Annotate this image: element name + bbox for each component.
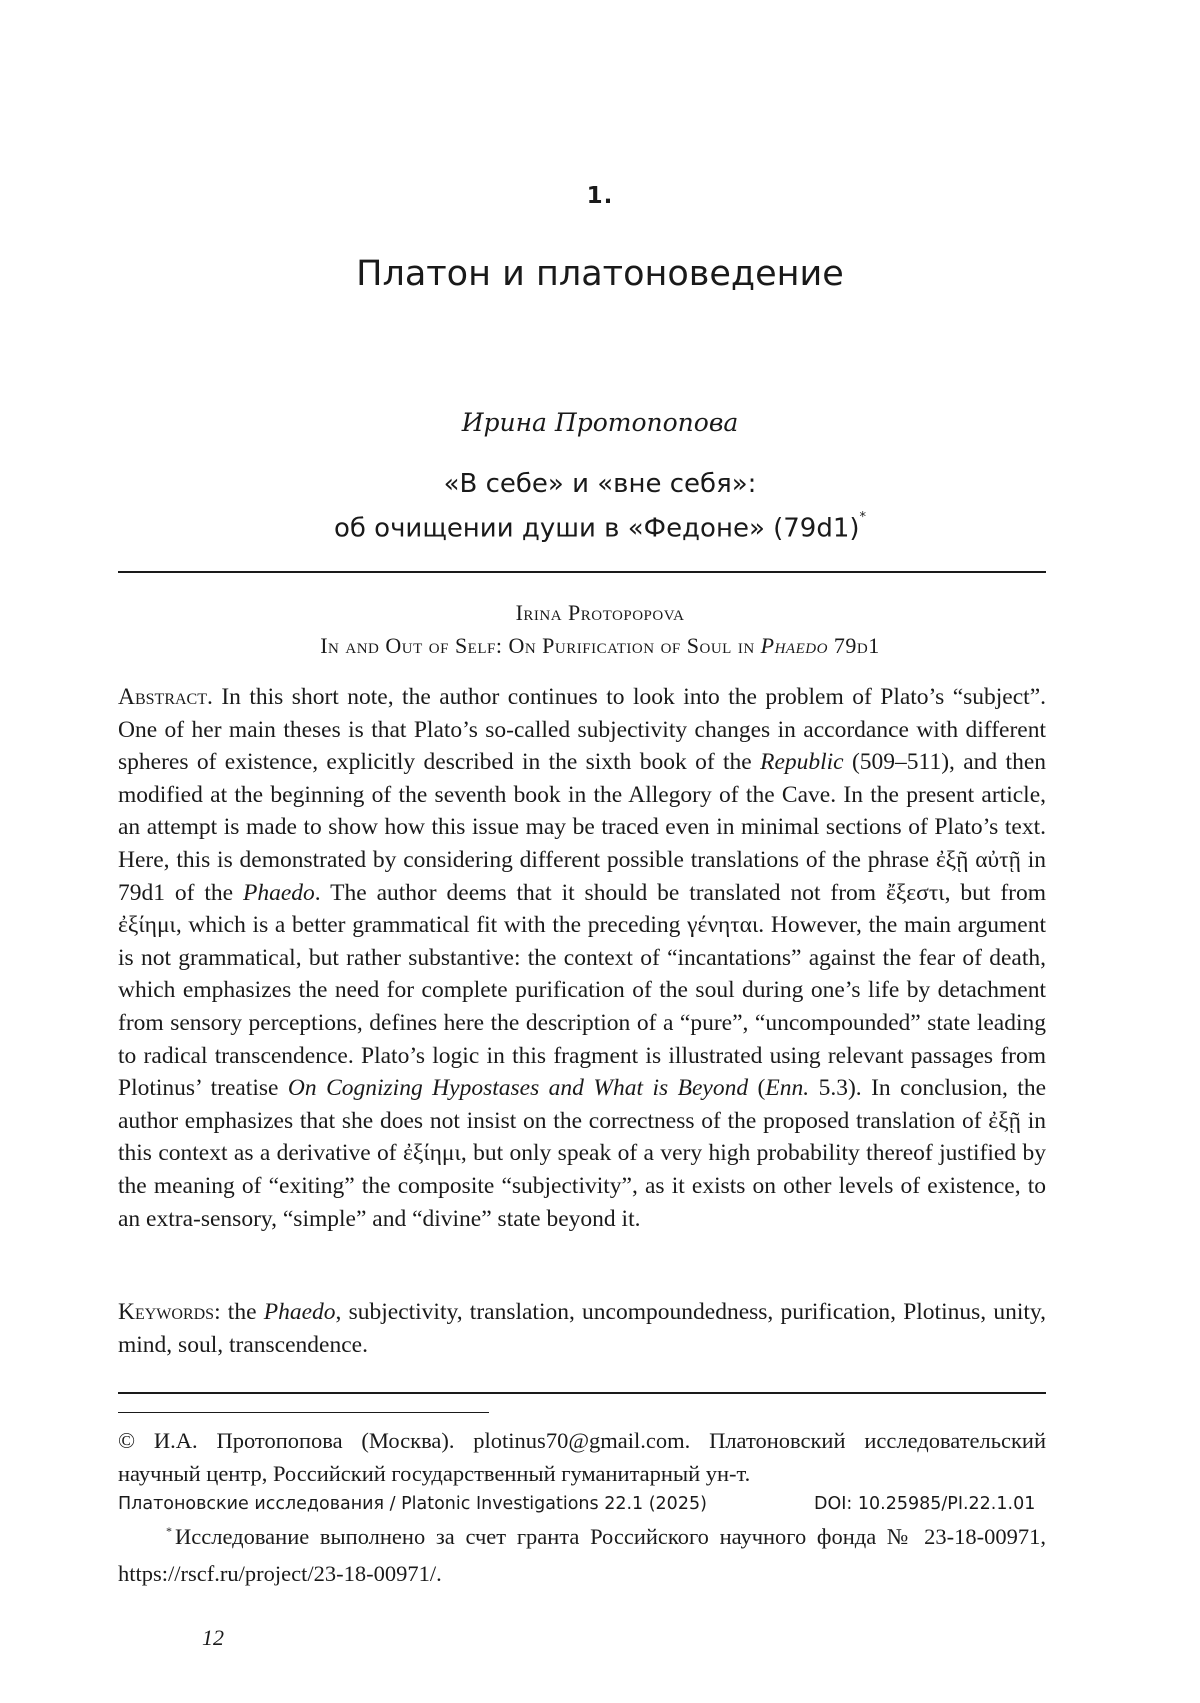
abstract-label: Abstract. bbox=[118, 684, 213, 710]
abstract-text: . The author deems that it should be translated not from ἔξεστι, but from ἐξίημι, which is a better grammatical fit with the preceding γένηται. However, the main argument is not grammatical, but rather substantive: the context of “incantations” against the fear of death, which emphasizes the need for complete purification of the soul during one’s life by detachment from sensory perceptions, defines here the description of a “pure”, “uncompounded” state leading to radical transcendence. Plato’s logic in this fragment is illustrated using relevant passages from Plotinus’ treatise bbox=[118, 879, 1046, 1102]
keywords-text: , subjectivity, translation, uncompoundedness, purification, Plotinus, unity, mind, soul, transcendence. bbox=[118, 1299, 1046, 1358]
top-divider bbox=[118, 571, 1046, 573]
doi: DOI: 10.25985/PI.22.1.01 bbox=[814, 1494, 1036, 1514]
footnote-copyright: © И.А. Протопопова (Москва). plotinus70@gmail.com. Платоновский исследовательский научный центр, Российский государственный гуманитарный ун-т. bbox=[118, 1428, 1046, 1486]
keywords-label: Keywords: bbox=[118, 1299, 221, 1325]
abstract-text: ( bbox=[748, 1075, 766, 1102]
article-title-ru-line1: «В себе» и «вне себя»: bbox=[443, 469, 757, 499]
title-footnote-mark: * bbox=[859, 510, 867, 525]
article-title-en-suffix: 79d1 bbox=[827, 633, 880, 658]
footnote-divider bbox=[118, 1412, 489, 1413]
article-title-en bbox=[0, 633, 1200, 659]
journal-info bbox=[118, 1494, 1046, 1514]
section-number: 1. bbox=[586, 183, 614, 209]
abstract-italic: Republic bbox=[760, 749, 844, 776]
abstract-italic: On Cognizing Hypostases and What is Beyond bbox=[287, 1075, 749, 1102]
journal-citation: Платоновские исследования / Platonic Investigations 22.1 (2025) bbox=[118, 1494, 707, 1514]
keywords bbox=[118, 1296, 1046, 1361]
abstract-italic: Phaedo bbox=[243, 879, 315, 906]
author-name-en: Irina Protopopova bbox=[515, 600, 685, 625]
grant-text: Исследование выполнено за счет гранта Российского научного фонда № 23-18-00971, https://rscf.ru/project/23-18-00971/. bbox=[118, 1524, 1046, 1586]
keywords-italic: Phaedo bbox=[263, 1299, 336, 1325]
bottom-divider bbox=[118, 1392, 1046, 1394]
article-title-ru-line2 bbox=[0, 504, 1200, 549]
keywords-text: the bbox=[220, 1299, 264, 1325]
author-name-ru: Ирина Протопопова bbox=[461, 408, 739, 437]
article-title-ru bbox=[0, 465, 1200, 549]
page-number: 12 bbox=[202, 1625, 224, 1650]
abstract-text: (509–511), and then modified at the beginning of the seventh book in the Allegory of the Cave. In the present article, an attempt is made to show how this issue may be traced even in minimal sections of Plato’s text. Here, this is demonstrated by considering different possible translations of the phrase ἐξῇ αὐτῇ in 79d1 of the bbox=[118, 749, 1046, 906]
article-title-ru-line2-text: об очищении души в «Федоне» (79d1) bbox=[333, 513, 860, 544]
section-title: Платон и платоноведение bbox=[356, 254, 844, 294]
abstract-italic: Enn. bbox=[765, 1075, 810, 1102]
abstract-text: 5.3). In conclusion, the author emphasizes that she does not insist on the correctness of the proposed translation of ἐξῇ in this context as a derivative of ἐξίημι, but only speak of a very high probability thereof justified by the meaning of “exiting” the composite “subjectivity”, as it exists on other levels of existence, to an extra-sensory, “simple” and “divine” state beyond it. bbox=[118, 1075, 1047, 1232]
grant-footnote-mark: * bbox=[166, 1524, 172, 1538]
footnote-grant bbox=[118, 1520, 1046, 1590]
abstract bbox=[118, 681, 1046, 1235]
article-title-en-prefix: In and Out of Self: On Purification of Soul in bbox=[320, 633, 761, 658]
abstract-text: In this short note, the author continues to look into the problem of Plato’s “subject”. One of her main theses is that Plato’s so-called subjectivity changes in accordance with different spheres of existence, explicitly described in the sixth book of the bbox=[118, 684, 1046, 776]
article-title-en-italic: Phaedo bbox=[760, 633, 828, 658]
